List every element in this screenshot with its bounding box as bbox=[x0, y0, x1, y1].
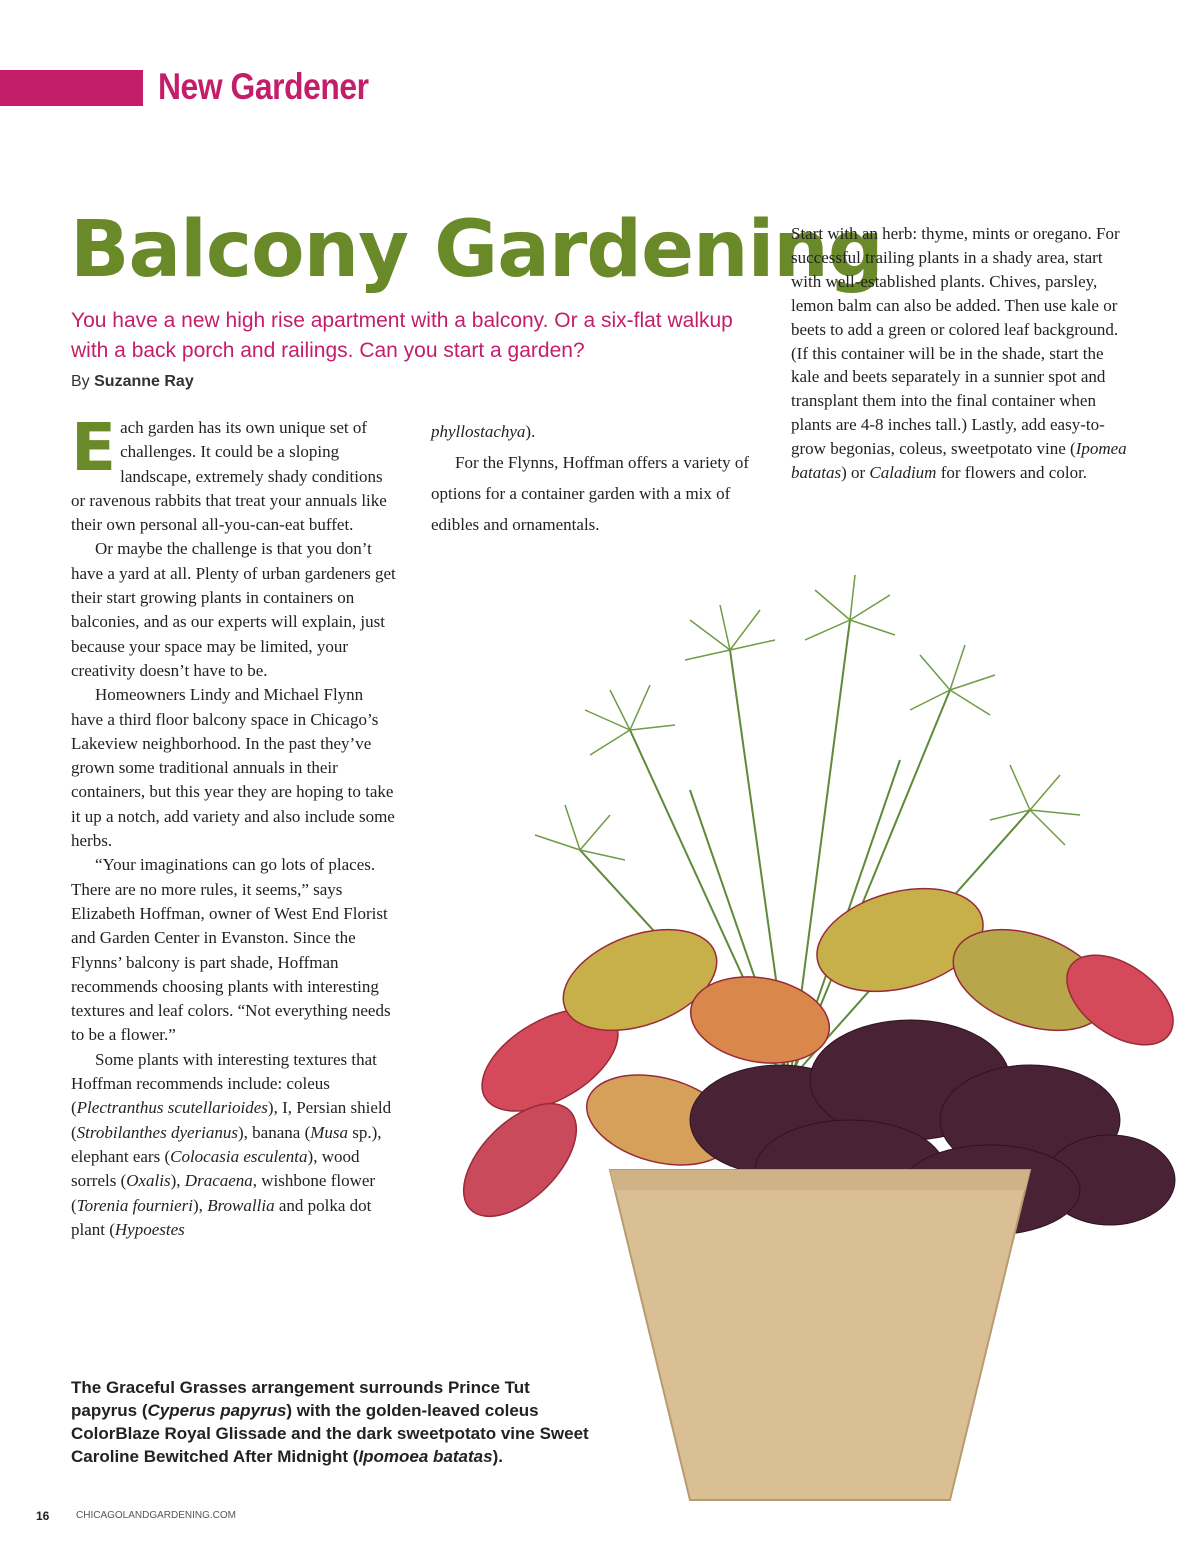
species-name: Colocasia esculenta bbox=[170, 1146, 308, 1166]
paragraph-3: Homeowners Lindy and Michael Flynn have a third floor balcony space in Chicago’s Lakeview neighborhood. In the past they’ve grown some traditional annuals in their containers, but this year they are hoping to take it up a notch, add variety and also include some herbs. bbox=[71, 685, 395, 851]
species-name: phyllostachya bbox=[431, 422, 526, 441]
photo-caption bbox=[71, 1376, 591, 1468]
paragraph-continued bbox=[431, 416, 761, 447]
text-run: ). bbox=[525, 422, 536, 441]
byline-prefix: By bbox=[71, 373, 90, 390]
website-link[interactable]: CHICAGOLANDGARDENING.COM bbox=[76, 1510, 237, 1521]
species-name: Dracaena bbox=[184, 1171, 253, 1191]
species-name: Musa bbox=[310, 1122, 349, 1142]
text-run: ), I, Persian shield ( bbox=[71, 1098, 392, 1142]
paragraph-7 bbox=[791, 222, 1131, 485]
text-run: ), bbox=[193, 1195, 208, 1215]
text-run: Start with an herb: thyme, mints or oregano. For successful trailing plants in a shady area, start with well-established plants. Chives, parsley, lemon balm can also be added. Then use kale or beets to add a green or colored leaf background. (If this container will be in the shade, start the kale and beets separately in a sunnier spot and transplant them into the final container when plants are 4-8 inches tall.) Lastly, add easy-to-grow begonias, coleus, sweetpotato vine ( bbox=[791, 224, 1120, 459]
species-name: Torenia fournieri bbox=[76, 1195, 194, 1215]
article-deck: You have a new high rise apartment with a balcony. Or a six-flat walkup with a back porch and railings. Can you start a garden? bbox=[71, 309, 733, 362]
page-number: 16 bbox=[36, 1509, 50, 1523]
section-label: New Gardener bbox=[158, 66, 369, 107]
text-run: ) or bbox=[841, 463, 870, 483]
text-run: ), bbox=[170, 1171, 185, 1191]
species-name: Ipomea batatas bbox=[791, 439, 1127, 483]
text-run: and polka dot plant ( bbox=[71, 1195, 372, 1239]
paragraph-6: For the Flynns, Hoffman offers a variety of options for a container garden with a mix of edibles and ornamentals. bbox=[431, 453, 749, 534]
terracotta-pot bbox=[610, 1170, 1030, 1500]
species-name: Hypoestes bbox=[114, 1219, 185, 1239]
text-run: ), banana ( bbox=[238, 1122, 311, 1142]
text-run: ) with the golden-leaved coleus ColorBlaze Royal Glissade and the dark sweetpotato vine Sweet Caroline Bewitched After Midnight ( bbox=[71, 1401, 589, 1466]
text-run: , wishbone flower ( bbox=[71, 1171, 376, 1215]
text-run: ), wood sorrels ( bbox=[71, 1146, 360, 1191]
text-run: The Graceful Grasses arrangement surrounds Prince Tut papyrus ( bbox=[71, 1378, 530, 1420]
author-name: Suzanne Ray bbox=[94, 373, 194, 390]
article-title: Balcony Gardening bbox=[70, 205, 883, 295]
body-column-1 bbox=[71, 409, 396, 1242]
species-name: Plectranthus scutellarioides bbox=[76, 1098, 268, 1118]
species-name: Oxalis bbox=[126, 1171, 171, 1191]
paragraph-1-text: ach garden has its own unique set of challenges. It could be a sloping landscape, extremely shady conditions or ravenous rabbits that treat your annuals like their own personal all-you-can-eat buffet. bbox=[71, 418, 387, 535]
paragraph-1 bbox=[71, 409, 396, 537]
text-run: sp.), elephant ears ( bbox=[71, 1122, 382, 1166]
text-run: Some plants with interesting textures that Hoffman recommends include: coleus ( bbox=[71, 1049, 377, 1118]
section-color-bar bbox=[0, 70, 143, 106]
species-name: Ipomoea batatas bbox=[358, 1447, 493, 1466]
species-name: Strobilanthes dyerianus bbox=[76, 1122, 239, 1142]
body-column-3 bbox=[791, 222, 1131, 485]
paragraph-4: “Your imaginations can go lots of places. There are no more rules, it seems,” says Elizabeth Hoffman, owner of West End Florist and Garden Center in Evanston. Since the Flynns’ balcony is part shade, Hoffman recommends choosing plants with interesting textures and leaf colors. “Not everything needs to be a flower.” bbox=[71, 855, 391, 1045]
body-column-2 bbox=[431, 416, 761, 540]
text-run: for flowers and color. bbox=[936, 463, 1088, 483]
species-name: Caladium bbox=[869, 463, 937, 483]
text-run: ). bbox=[492, 1447, 503, 1466]
species-name: Browallia bbox=[207, 1195, 275, 1215]
paragraph-2: Or maybe the challenge is that you don’t have a yard at all. Plenty of urban gardeners get their start growing plants in containers on balconies, and as our experts will explain, just because your space may be limited, your creativity doesn’t have to be. bbox=[71, 539, 396, 680]
byline bbox=[71, 373, 194, 391]
drop-cap: E bbox=[71, 409, 117, 486]
paragraph-5 bbox=[71, 1048, 396, 1242]
species-name: Cyperus papyrus bbox=[147, 1401, 287, 1420]
container-plant-photo bbox=[430, 560, 1200, 1510]
